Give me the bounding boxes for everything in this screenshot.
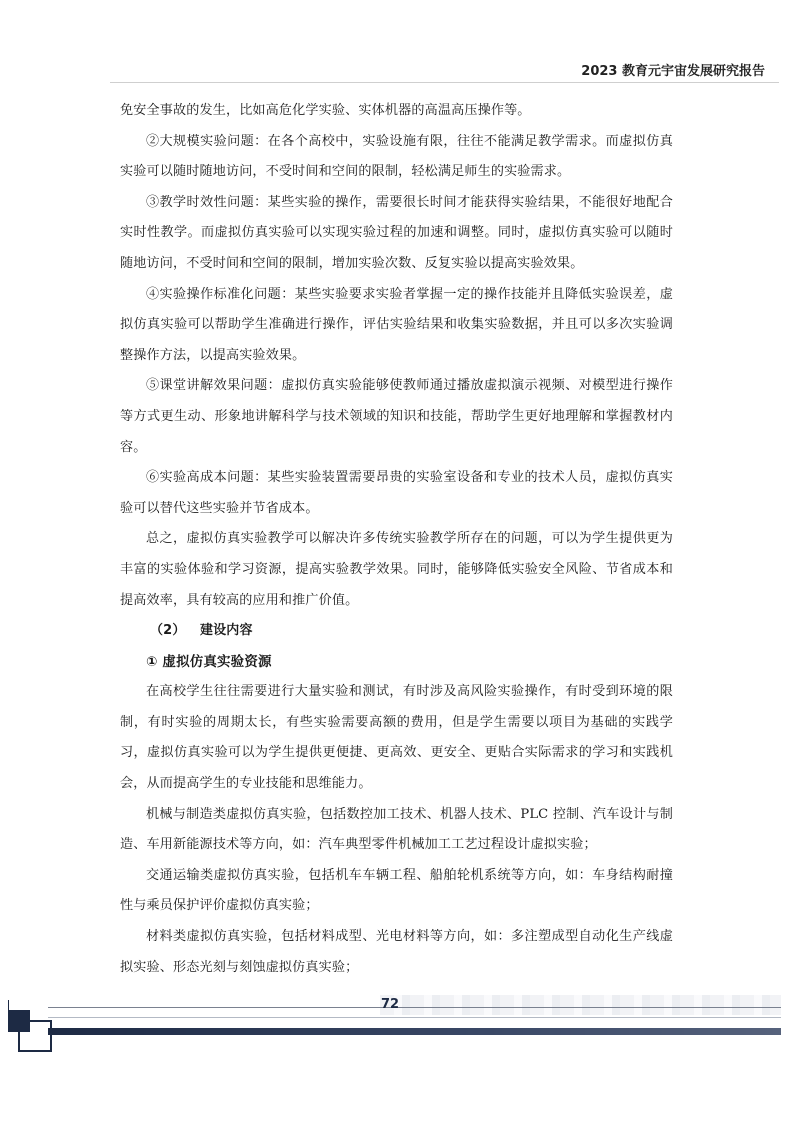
- paragraph: 免安全事故的发生，比如高危化学实验、实体机器的高温高压操作等。: [120, 103, 531, 118]
- paragraph: 在高校学生往往需要进行大量实验和测试，有时涉及高风险实验操作，有时受到环境的限制，有时实验的周期太长，有些实验需要高额的费用，但是学生需要以项目为基础的实践学习，虚拟仿真实验可以为学生提供更便捷、更高效、更安全、更贴合实际需求的学习和实践机会，从而提高学生的专业技能和思维能力。: [120, 684, 673, 792]
- page-number: 72: [380, 997, 400, 1012]
- paragraph: 总之，虚拟仿真实验教学可以解决许多传统实验教学所存在的问题，可以为学生提供更为丰富的实验体验和学习资源，提高实验教学效果。同时，能够降低实验安全风险、节省成本和提高效率，具有较高的应用和推广价值。: [120, 531, 673, 608]
- paragraph: 机械与制造类虚拟仿真实验，包括数控加工技术、机器人技术、PLC 控制、汽车设计与制造、车用新能源技术等方向，如：汽车典型零件机械加工工艺过程设计虚拟实验；: [120, 806, 673, 853]
- section-heading: [120, 616, 673, 647]
- page-body: [120, 96, 673, 983]
- paragraph: 材料类虚拟仿真实验，包括材料成型、光电材料等方向，如：多注塑成型自动化生产线虚拟实验、形态光刻与刻蚀虚拟仿真实验；: [120, 929, 673, 975]
- section-title: 建设内容: [200, 623, 253, 639]
- paragraph: ⑤课堂讲解效果问题：虚拟仿真实验能够使教师通过播放虚拟演示视频、对模型进行操作等方式更生动、形象地讲解科学与技术领域的知识和技能，帮助学生更好地理解和掌握教材内容。: [120, 378, 673, 455]
- paragraph: ④实验操作标准化问题：某些实验要求实验者掌握一定的操作技能并且降低实验误差，虚拟仿真实验可以帮助学生准确进行操作，评估实验结果和收集实验数据，并且可以多次实验调整操作方法，以提高实验效果。: [120, 286, 673, 363]
- section-number: （2）: [150, 623, 186, 639]
- footer-bar: [48, 1028, 781, 1035]
- subsection-heading: ① 虚拟仿真实验资源: [146, 653, 272, 670]
- paragraph: ③教学时效性问题：某些实验的操作，需要很长时间才能获得实验结果，不能很好地配合实时性教学。而虚拟仿真实验可以实现实验过程的加速和调整。同时，虚拟仿真实验可以随时随地访问，不受时间和空间的限制，增加实验次数、反复实验以提高实验效果。: [120, 194, 673, 271]
- footer-pattern-strip: [380, 995, 781, 1015]
- paragraph: ⑥实验高成本问题：某些实验装置需要昂贵的实验室设备和专业的技术人员，虚拟仿真实验可以替代这些实验并节省成本。: [120, 470, 673, 516]
- header-divider: [110, 82, 779, 83]
- paragraph: ②大规模实验问题：在各个高校中，实验设施有限，往往不能满足教学需求。而虚拟仿真实验可以随时随地访问，不受时间和空间的限制，轻松满足师生的实验需求。: [120, 133, 673, 180]
- footer-rule-mid: [48, 1017, 781, 1018]
- running-header: 2023 教育元宇宙发展研究报告: [581, 64, 765, 79]
- footer-corner-line: [8, 1000, 9, 1010]
- paragraph: 交通运输类虚拟仿真实验，包括机车车辆工程、船舶轮机系统等方向，如：车身结构耐撞性与乘员保护评价虚拟仿真实验；: [120, 867, 673, 914]
- footer-square-outline: [18, 1020, 52, 1052]
